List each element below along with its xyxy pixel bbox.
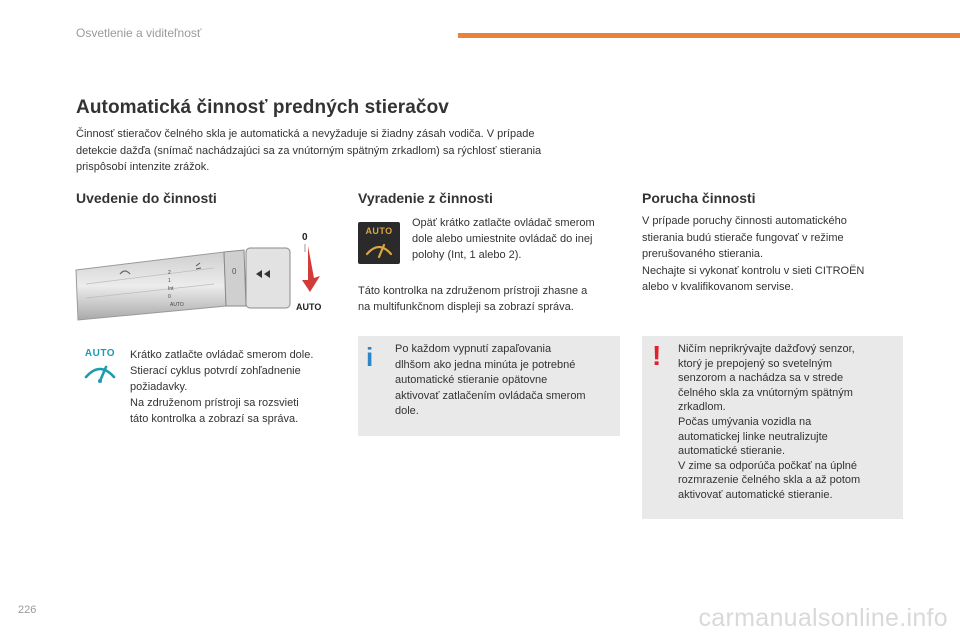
text-line: rozmrazenie čelného skla a až potom	[678, 474, 861, 487]
intro-line: prispôsobí intenzite zrážok.	[76, 161, 210, 173]
page-number: 226	[18, 604, 37, 616]
text-line: Po každom vypnutí zapaľovania	[395, 343, 552, 355]
malfunction-text	[642, 213, 904, 296]
text-line: na multifunkčnom displeji sa zobrazí správa.	[358, 301, 574, 313]
warning-box	[642, 336, 903, 519]
text-line: automatické stieranie opätovne	[395, 374, 548, 386]
deactivation-note	[358, 283, 628, 315]
text-line: V zime sa odporúča počkať na úplné	[678, 459, 858, 472]
intro-line: detekcie dažďa (snímač nachádzajúci sa za vnútorným spätným zrkadlom) sa rýchlosť stierania	[76, 144, 542, 157]
text-line: Počas umývania vozidla na	[678, 415, 812, 428]
auto-wiper-icon	[358, 222, 400, 264]
intro-line: Činnosť stieračov čelného skla je automatická a nevyžaduje si žiadny zásah vodiča. V prípade	[76, 128, 535, 140]
auto-indicator-label: AUTO	[84, 348, 116, 359]
info-box-text	[395, 342, 615, 420]
auto-indicator	[80, 348, 120, 390]
stalk-label-pos1: 1	[168, 278, 171, 284]
stalk-label-pos0: 0	[168, 294, 171, 300]
text-line: táto kontrolka a zobrazí sa správa.	[130, 413, 299, 425]
text-line: požiadavky.	[130, 381, 188, 393]
text-line: V prípade poruchy činnosti automatického	[642, 215, 847, 227]
warning-icon: !	[652, 340, 662, 371]
heading-deactivation: Vyradenie z činnosti	[358, 190, 493, 206]
deactivation-text	[412, 215, 627, 263]
page-title: Automatická činnosť predných stieračov	[76, 97, 449, 118]
text-line: senzorom a nachádza sa v strede	[678, 372, 844, 385]
text-line: Stierací cyklus potvrdí zohľadnenie	[130, 365, 301, 377]
warning-box-text	[678, 342, 900, 503]
wiper-icon	[80, 359, 120, 387]
text-line: aktivovať automatické stieranie.	[678, 488, 833, 501]
stalk-zero-label: 0	[302, 232, 308, 243]
text-line: dole.	[395, 405, 419, 417]
text-line: Krátko zatlačte ovládač smerom dole.	[130, 349, 314, 361]
text-line: Na združenom prístroji sa rozsvieti	[130, 397, 299, 409]
text-line: Táto kontrolka na združenom prístroji zhasne a	[358, 285, 588, 297]
activation-text	[130, 347, 340, 427]
text-line: dole alebo umiestnite ovládač do inej	[412, 233, 593, 245]
text-line: Opäť krátko zatlačte ovládač smerom	[412, 217, 595, 229]
intro-paragraph	[76, 126, 616, 176]
info-icon: i	[366, 342, 374, 372]
text-line: aktivovať zatlačením ovládača smerom	[395, 389, 586, 402]
heading-malfunction: Porucha činnosti	[642, 190, 756, 206]
text-line: automatické stieranie.	[678, 445, 785, 458]
stalk-label-pos2: 2	[168, 270, 171, 276]
heading-activation: Uvedenie do činnosti	[76, 190, 217, 206]
stalk-label-int: Int	[168, 286, 174, 292]
push-down-arrow	[302, 246, 320, 292]
watermark: carmanualsonline.info	[698, 604, 948, 632]
text-line: alebo v kvalifikovanom servise.	[642, 281, 794, 293]
stalk-label-auto: AUTO	[170, 302, 184, 308]
text-line: Nechajte si vykonať kontrolu v sieti CITROËN	[642, 264, 865, 277]
info-box	[358, 336, 620, 436]
section-title: Osvetlenie a viditeľnosť	[76, 26, 202, 40]
text-line: stierania budú stierače fungovať v režime	[642, 231, 844, 244]
stalk-auto-label: AUTO	[296, 302, 322, 312]
text-line: ktorý je prepojený so svetelným	[678, 357, 833, 370]
text-line: prerušovaného stierania.	[642, 248, 764, 260]
wiper-stalk-illustration	[74, 226, 330, 326]
text-line: zrkadlom.	[678, 401, 726, 414]
text-line: čelného skla za vnútorným spätným	[678, 386, 853, 399]
text-line: automatickej linke neutralizujte	[678, 430, 828, 443]
text-line: dlhšom ako jedna minúta je potrebné	[395, 358, 576, 371]
header-accent-bar	[458, 33, 960, 38]
text-line: Ničím neprikrývajte dažďový senzor,	[678, 343, 855, 355]
text-line: polohy (Int, 1 alebo 2).	[412, 249, 522, 261]
svg-text:0: 0	[232, 267, 237, 276]
auto-wiper-icon-label: AUTO	[365, 226, 393, 236]
